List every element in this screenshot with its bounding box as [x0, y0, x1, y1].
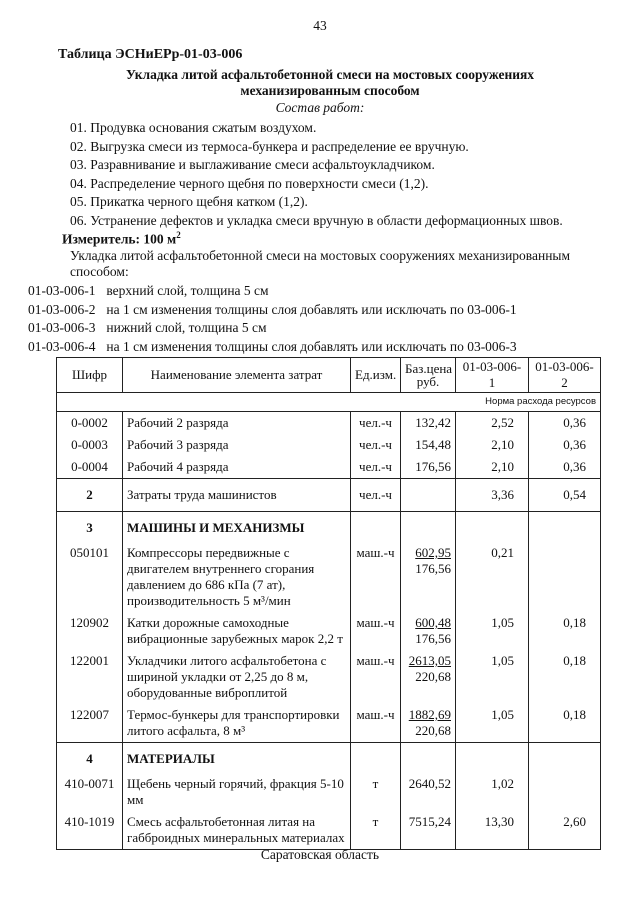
- meter: [62, 230, 181, 248]
- cell-price: [401, 479, 456, 512]
- cell-code: 0-0003: [57, 434, 123, 456]
- price-wage: 176,56: [415, 561, 451, 576]
- code-item: [28, 301, 517, 320]
- work-item: 03. Разравнивание и выглаживание смеси асфальтоукладчиком.: [70, 157, 435, 173]
- table-row: [57, 456, 601, 479]
- cell-unit: маш.-ч: [351, 542, 401, 612]
- cell-price: 154,48: [401, 434, 456, 456]
- cell-col2: 0,36: [529, 434, 601, 456]
- cell-name: Укладчики литого асфальтобетона с шириной укладки от 2,25 до 8 м, оборудованные виброплитой: [123, 650, 351, 704]
- cell-name: Рабочий 4 разряда: [123, 456, 351, 479]
- header-col2: 01-03-006-2: [529, 358, 601, 393]
- code-text: на 1 см изменения толщины слоя добавлять или исключать по 03-006-1: [106, 301, 517, 317]
- code-item: [28, 338, 517, 357]
- cell-price: [401, 743, 456, 774]
- price-base: 600,48: [415, 615, 451, 630]
- table-name: Таблица ЭСНиЕРр-01-03-006: [58, 47, 243, 62]
- code-item: [28, 282, 517, 301]
- cell-col2: 2,60: [529, 811, 601, 850]
- cell-col1: [456, 743, 529, 774]
- price-base: 1882,69: [408, 707, 451, 722]
- cell-col1: 0,21: [456, 542, 529, 612]
- cell-col2: [529, 512, 601, 543]
- cell-col1: 1,05: [456, 704, 529, 743]
- cell-col2: [529, 542, 601, 612]
- cell-name: МАШИНЫ И МЕХАНИЗМЫ: [123, 512, 351, 543]
- cell-name: Рабочий 2 разряда: [123, 412, 351, 435]
- cell-col2: 0,18: [529, 650, 601, 704]
- cell-col1: 1,02: [456, 773, 529, 811]
- cell-code: 0-0004: [57, 456, 123, 479]
- cell-unit: маш.-ч: [351, 612, 401, 650]
- price-base: 2613,05: [408, 653, 451, 668]
- cell-code: 0-0002: [57, 412, 123, 435]
- cell-col2: 0,54: [529, 479, 601, 512]
- norm-row: [57, 393, 601, 412]
- table-header-row: [57, 358, 601, 393]
- cell-col1: 1,05: [456, 650, 529, 704]
- cell-price: [401, 512, 456, 543]
- cell-name: Затраты труда машинистов: [123, 479, 351, 512]
- cell-code: 2: [57, 479, 123, 512]
- cell-price: [401, 612, 456, 650]
- cell-unit: т: [351, 773, 401, 811]
- cell-code: 3: [57, 512, 123, 543]
- cell-price: [401, 650, 456, 704]
- code-text: верхний слой, толщина 5 см: [106, 283, 269, 298]
- code: 01-03-006-2: [28, 301, 96, 317]
- meter-sup: 2: [176, 230, 181, 240]
- cell-unit: маш.-ч: [351, 650, 401, 704]
- price-wage: 220,68: [415, 669, 451, 684]
- cell-code: 122007: [57, 704, 123, 743]
- cell-code: 4: [57, 743, 123, 774]
- table-row: [57, 811, 601, 850]
- cell-name: Компрессоры передвижные с двигателем внутреннего сгорания давлением до 686 кПа (7 ат), производительность 5 м³/мин: [123, 542, 351, 612]
- table-row: [57, 412, 601, 435]
- header-col1: 01-03-006-1: [456, 358, 529, 393]
- code: 01-03-006-1: [28, 283, 96, 298]
- cell-col1: 3,36: [456, 479, 529, 512]
- table-row: [57, 479, 601, 512]
- code: 01-03-006-4: [28, 338, 96, 354]
- page-number: 43: [313, 18, 327, 33]
- cell-col1: 1,05: [456, 612, 529, 650]
- table-row: [57, 743, 601, 774]
- cell-price: [401, 704, 456, 743]
- cell-unit: т: [351, 811, 401, 850]
- cell-name: Щебень черный горячий, фракция 5-10 мм: [123, 773, 351, 811]
- cell-col1: [456, 512, 529, 543]
- cell-unit: чел.-ч: [351, 479, 401, 512]
- cell-price: 132,42: [401, 412, 456, 435]
- cell-col2: 0,18: [529, 704, 601, 743]
- cell-name: МАТЕРИАЛЫ: [123, 743, 351, 774]
- work-item: 06. Устранение дефектов и укладка смеси вручную в области деформационных швов.: [70, 212, 563, 228]
- header-unit: Ед.изм.: [351, 358, 401, 393]
- meter-label: Измеритель: 100 м: [62, 231, 177, 247]
- norm-label: Норма расхода ресурсов: [57, 393, 601, 412]
- footer: Саратовская область: [260, 847, 380, 862]
- cell-col2: 0,36: [529, 456, 601, 479]
- cell-col2: 0,36: [529, 412, 601, 435]
- cell-code: 410-0071: [57, 773, 123, 811]
- table-row: [57, 612, 601, 650]
- cell-col2: 0,18: [529, 612, 601, 650]
- cell-name: Термос-бункеры для транспортировки литого асфальта, 8 м³: [123, 704, 351, 743]
- cell-unit: чел.-ч: [351, 434, 401, 456]
- works-list: [70, 119, 563, 231]
- price-base: 602,95: [415, 545, 451, 560]
- cell-name: Смесь асфальтобетонная литая на габброидных минеральных материалах: [123, 811, 351, 850]
- table-row: [57, 704, 601, 743]
- cell-unit: чел.-ч: [351, 456, 401, 479]
- price-wage: 220,68: [415, 723, 451, 738]
- cell-unit: чел.-ч: [351, 412, 401, 435]
- table-row: [57, 773, 601, 811]
- table-row: [57, 542, 601, 612]
- section-title: Укладка литой асфальтобетонной смеси на мостовых сооружениях механизированным способом: [125, 67, 535, 98]
- cell-col1: 13,30: [456, 811, 529, 850]
- cell-col1: 2,10: [456, 456, 529, 479]
- cell-price: 7515,24: [401, 811, 456, 850]
- cell-unit: [351, 512, 401, 543]
- cell-unit: [351, 743, 401, 774]
- work-item: 02. Выгрузка смеси из термоса-бункера и распределение ее вручную.: [70, 138, 469, 154]
- work-item: 04. Распределение черного щебня по поверхности смеси (1,2).: [70, 175, 429, 191]
- code-item: [28, 319, 517, 338]
- resource-table: [56, 357, 601, 850]
- header-code: Шифр: [57, 358, 123, 393]
- cell-code: 120902: [57, 612, 123, 650]
- work-item: 01. Продувка основания сжатым воздухом.: [70, 120, 317, 135]
- code: 01-03-006-3: [28, 320, 96, 336]
- header-price: Баз.цена руб.: [401, 358, 456, 393]
- cell-code: 410-1019: [57, 811, 123, 850]
- cell-col1: 2,10: [456, 434, 529, 456]
- cell-unit: маш.-ч: [351, 704, 401, 743]
- cell-code: 122001: [57, 650, 123, 704]
- header-name: Наименование элемента затрат: [123, 358, 351, 393]
- cell-price: [401, 542, 456, 612]
- cell-col2: [529, 773, 601, 811]
- cell-name: Катки дорожные самоходные вибрационные зарубежных марок 2,2 т: [123, 612, 351, 650]
- work-item: 05. Прикатка черного щебня катком (1,2).: [70, 194, 308, 210]
- table-row: [57, 512, 601, 543]
- table-row: [57, 650, 601, 704]
- cell-name: Рабочий 3 разряда: [123, 434, 351, 456]
- codes-list: [28, 282, 517, 356]
- cell-code: 050101: [57, 542, 123, 612]
- cell-col1: 2,52: [456, 412, 529, 435]
- work-composition-label: Состав работ:: [275, 100, 365, 115]
- table-row: [57, 434, 601, 456]
- cell-price: 2640,52: [401, 773, 456, 811]
- code-text: на 1 см изменения толщины слоя добавлять или исключать по 03-006-3: [106, 338, 517, 354]
- price-wage: 176,56: [415, 631, 451, 646]
- cell-price: 176,56: [401, 456, 456, 479]
- code-text: нижний слой, толщина 5 см: [106, 320, 267, 336]
- cell-col2: [529, 743, 601, 774]
- description: Укладка литой асфальтобетонной смеси на мостовых сооружениях механизированным способом:: [70, 248, 571, 279]
